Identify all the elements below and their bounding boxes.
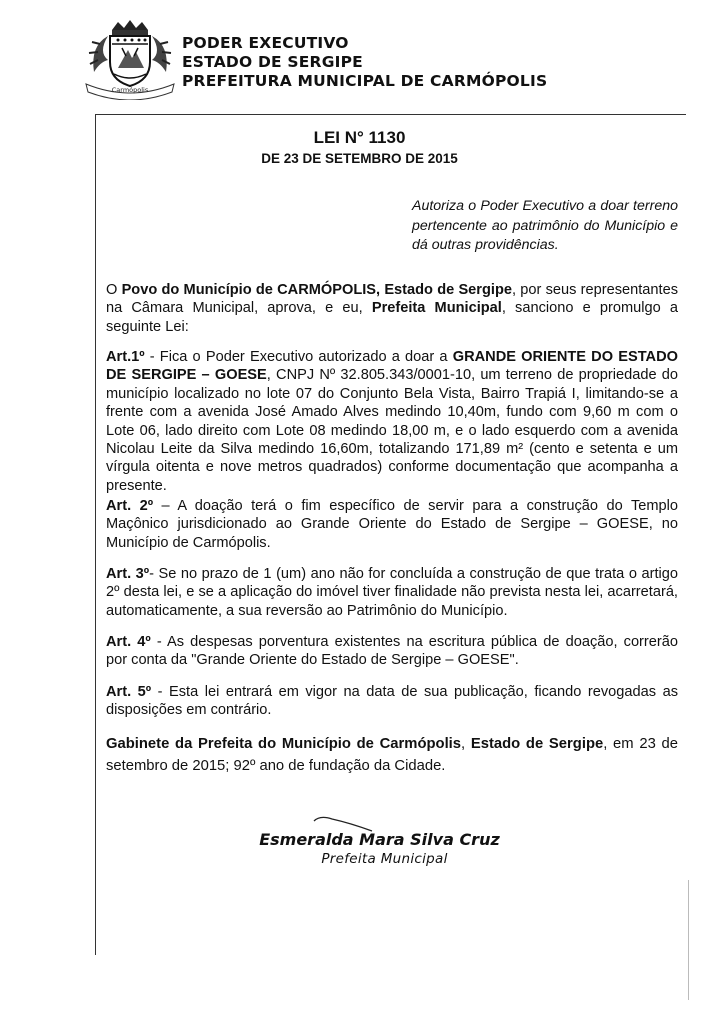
article-2: Art. 2º – A doação terá o fim específico de servir para a construção do Templo Maçônico jurisdicionado ao Grande Oriente do Estado de Sergipe – GOESE, no Município de Carmópolis. (106, 498, 678, 551)
header-line-state: ESTADO DE SERGIPE (182, 53, 363, 71)
article-label: Art.1º (106, 349, 145, 365)
article-3: Art. 3º- Se no prazo de 1 (um) ano não for concluída a construção de que trata o artigo 2º desta lei, e se a aplicação do imóvel tiver finalidade não prevista nesta lei, acarretará, automaticamente, a sua reversão ao Patrimônio do Município. (106, 566, 678, 619)
closing-paragraph: Gabinete da Prefeita do Município de Carmópolis, Estado de Sergipe, em 23 de setembro de 2015; 92º ano de fundação da Cidade. (106, 736, 678, 774)
margin-rule (688, 880, 689, 1000)
article-label: Art. 4º (106, 634, 151, 650)
document-header (182, 34, 547, 91)
article-label: Art. 3º (106, 566, 150, 582)
article-label: Art. 2º (106, 498, 154, 514)
preamble-bold-mayor: Prefeita Municipal (371, 300, 502, 317)
law-title: LEI N° 1130 (313, 128, 406, 147)
law-date: DE 23 DE SETEMBRO DE 2015 (261, 151, 458, 166)
donee-name: GRANDE ORIENTE DO ESTADO DE SERGIPE – GOESE (106, 349, 678, 384)
article-5: Art. 5º - Esta lei entrará em vigor na data de sua publicação, ficando revogadas as disposições em contrário. (106, 684, 678, 719)
closing-bold-state: Estado de Sergipe (470, 736, 604, 752)
preamble-bold-people: Povo do Município de CARMÓPOLIS, Estado de Sergipe (121, 282, 512, 298)
closing-bold-cabinet: Gabinete da Prefeita do Município de Carmópolis (106, 736, 462, 752)
article-4: Art. 4º - As despesas porventura existentes na escritura pública de doação, correrão por conta da "Grande Oriente do Estado de Sergipe – GOESE". (106, 634, 678, 669)
header-line-executive: PODER EXECUTIVO (182, 34, 349, 52)
signatory-role: Prefeita Municipal (321, 851, 448, 867)
law-ementa: Autoriza o Poder Executivo a doar terreno pertencente ao patrimônio do Município e dá outras providências. (412, 198, 678, 253)
signatory-name: Esmeralda Mara Silva Cruz (259, 830, 500, 849)
municipal-crest-logo (82, 18, 178, 100)
crest-ribbon-text: Carmópolis (111, 86, 149, 94)
header-line-prefecture: PREFEITURA MUNICIPAL DE CARMÓPOLIS (182, 72, 548, 90)
preamble-paragraph: O Povo do Município de CARMÓPOLIS, Estado de Sergipe, por seus representantes na Câmara Municipal, aprova, e eu, Prefeita Municipal, sanciono e promulgo a seguinte Lei: (106, 282, 679, 335)
article-1: Art.1º - Fica o Poder Executivo autorizado a doar a GRANDE ORIENTE DO ESTADO DE SERGIPE – GOESE, CNPJ Nº 32.805.343/0001-10, um terreno de propriedade do município localizado no lote 07 do Conjunto Bela Vista, Bairro Trapiá I, limitando-se a frente com a avenida José Amado Alves medindo 10,40m, fundo com 9,60 m com o Lote 06, lado direito com Lote 08 medindo 18,00 m, e o lado esquerdo com a avenida Nicolau Leite da Silva medindo 16,60m, totalizando 171,89 m² (cento e setenta e um vírgula oitenta e nove metros quadrados) conforme documentação que acompanha a presente. (106, 349, 678, 494)
article-label: Art. 5º (106, 684, 152, 700)
